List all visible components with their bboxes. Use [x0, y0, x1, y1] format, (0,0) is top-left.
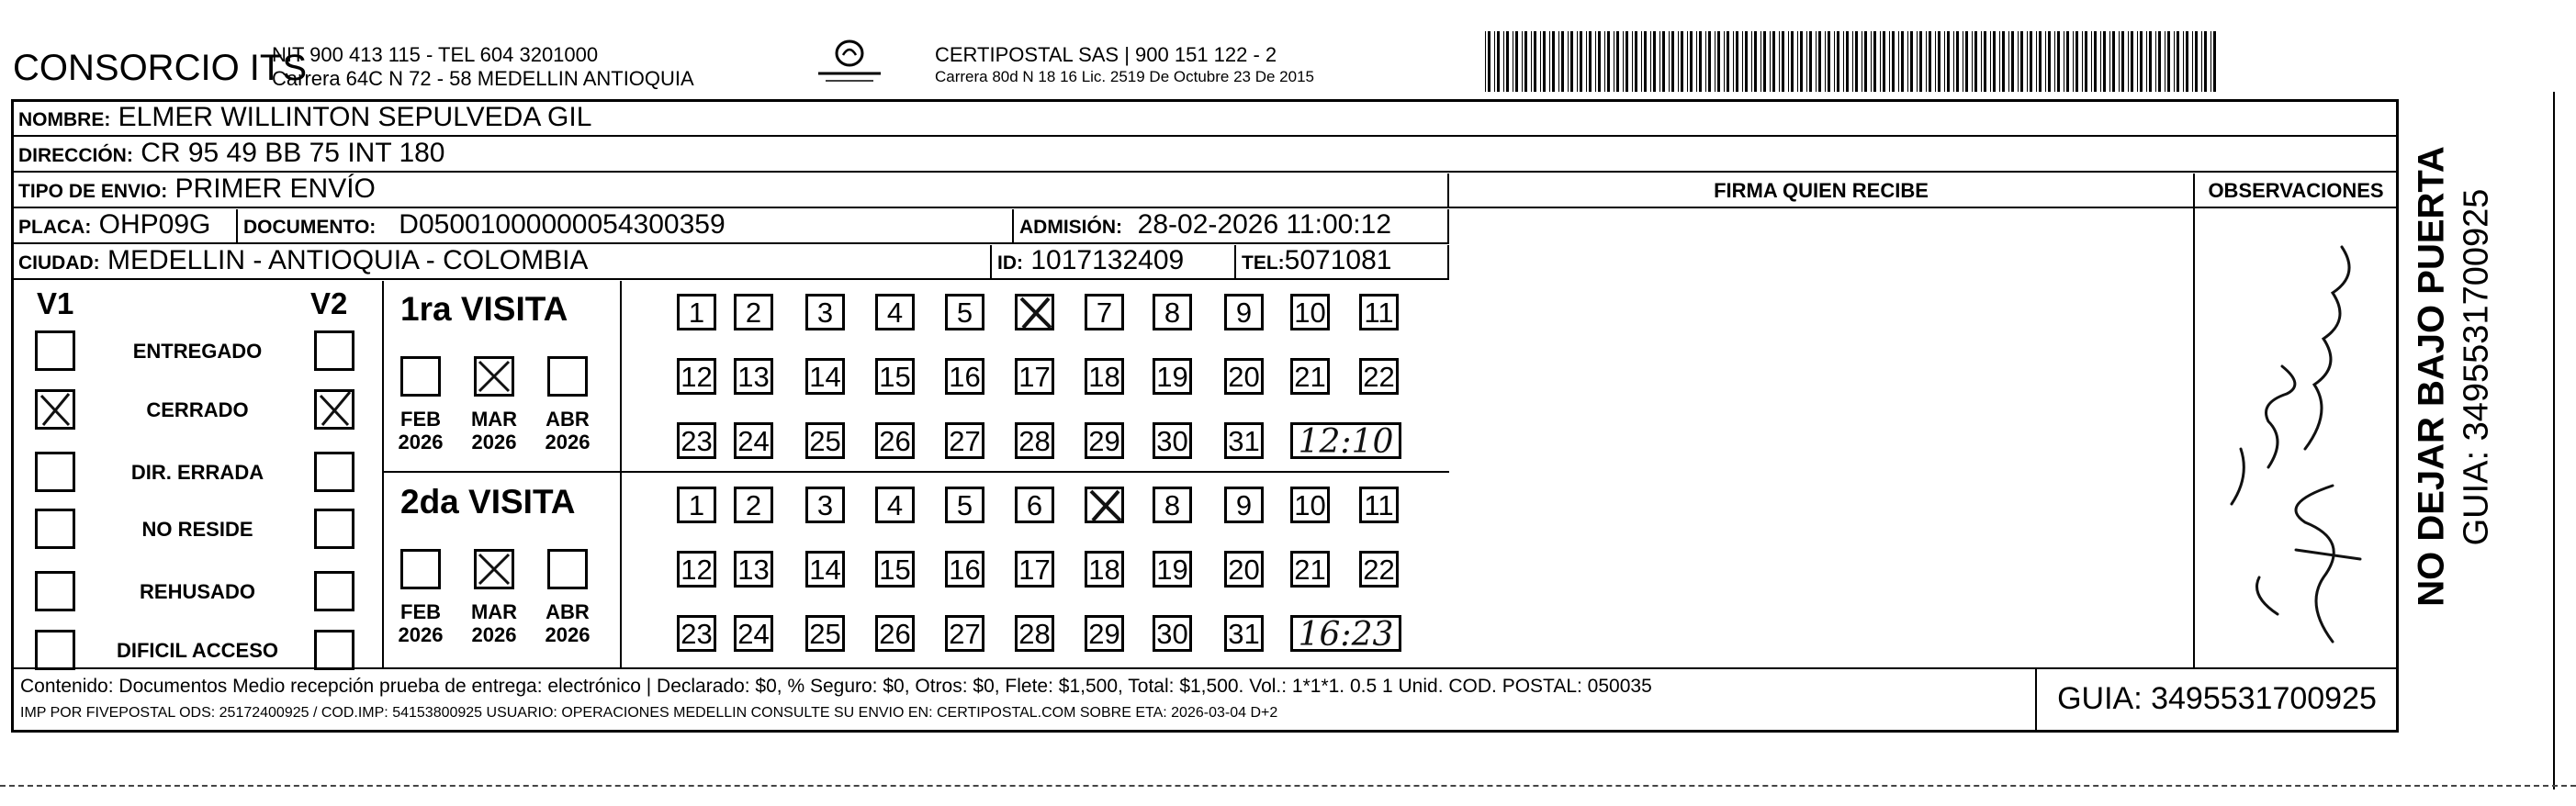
name-label: NOMBRE:	[18, 109, 111, 130]
address-label: DIRECCIÓN:	[18, 145, 133, 166]
day-mark-icon	[1018, 297, 1054, 330]
month-label	[463, 600, 525, 646]
day-cell[interactable]: 27	[945, 615, 984, 652]
v2-checkbox[interactable]	[314, 509, 354, 549]
month-year: 2026	[398, 623, 444, 646]
day-cell[interactable]: 15	[875, 358, 915, 395]
v2-checkbox[interactable]	[314, 389, 354, 430]
day-cell[interactable]: 17	[1015, 551, 1054, 588]
day-cell[interactable]: 30	[1153, 615, 1192, 652]
row-name	[13, 102, 2397, 137]
side-guia-area	[2454, 101, 2500, 652]
day-cell[interactable]: 25	[805, 422, 845, 459]
day-cell[interactable]: 20	[1224, 551, 1264, 588]
day-cell[interactable]: 29	[1085, 615, 1124, 652]
recipient-address: CR 95 49 BB 75 INT 180	[141, 138, 445, 168]
day-cell[interactable]: 22	[1359, 358, 1399, 395]
v1-checkbox[interactable]	[35, 389, 75, 430]
carrier-name: CERTIPOSTAL SAS | 900 151 122 - 2	[935, 43, 1277, 66]
row-plate	[13, 209, 238, 244]
month-year: 2026	[471, 623, 517, 646]
footer-content: Contenido: Documentos Medio recepción prueba de entrega: electrónico | Declarado: $0, % Seguro: $0, Otros: $0, Flete: $1,500, Total: $1,500. Vol.: 1*1*1. 0.5 1 Unid. COD. POSTAL: 050035	[20, 676, 1652, 697]
day-cell[interactable]: 7	[1085, 294, 1124, 330]
admission: 28-02-2026 11:00:12	[1137, 209, 1392, 240]
day-cell[interactable]: 4	[875, 294, 915, 330]
day-cell[interactable]: 25	[805, 615, 845, 652]
day-cell[interactable]	[1015, 294, 1054, 330]
tel-label: TEL:	[1242, 252, 1285, 274]
day-cell[interactable]: 5	[945, 294, 984, 330]
month-checkbox[interactable]	[547, 356, 588, 397]
signature-header: FIRMA QUIEN RECIBE	[1449, 174, 2193, 208]
company-nit: NIT 900 413 115 - TEL 604 3201000	[272, 43, 599, 66]
status-option-label: DIFICIL ACCESO	[116, 639, 278, 662]
month-label	[389, 600, 452, 646]
status-divider	[382, 281, 384, 667]
document-label: DOCUMENTO:	[243, 217, 377, 238]
company-name: CONSORCIO ITS	[13, 48, 308, 88]
day-cell[interactable]	[1085, 487, 1124, 523]
signature-area	[1449, 174, 2195, 667]
observations-area	[2195, 174, 2397, 667]
day-cell[interactable]: 14	[805, 358, 845, 395]
carrier-address: Carrera 80d N 18 16 Lic. 2519 De Octubre 23 De 2015	[935, 68, 1314, 85]
day-cell[interactable]: 19	[1153, 358, 1192, 395]
day-cell[interactable]: 3	[805, 294, 845, 330]
v2-checkbox[interactable]	[314, 330, 354, 371]
row-document	[238, 209, 1014, 244]
day-cell[interactable]: 13	[734, 358, 773, 395]
status-option-label: DIR. ERRADA	[130, 461, 264, 484]
v1-checkbox[interactable]	[35, 330, 75, 371]
day-cell[interactable]: 8	[1153, 487, 1192, 523]
v1-checkbox[interactable]	[35, 509, 75, 549]
month-year: 2026	[545, 431, 591, 453]
side-warning: NO DEJAR BAJO PUERTA	[2411, 146, 2452, 607]
visit-divider	[382, 471, 1449, 473]
side-warning-area	[2404, 101, 2459, 652]
day-cell[interactable]: 10	[1290, 294, 1330, 330]
month-name: FEB	[400, 600, 441, 623]
visit-time[interactable]: 16:23	[1290, 615, 1401, 652]
day-cell[interactable]: 31	[1224, 422, 1264, 459]
month-checkbox[interactable]	[547, 549, 588, 589]
day-cell[interactable]: 3	[805, 487, 845, 523]
check-x-icon	[477, 359, 512, 394]
day-cell[interactable]: 11	[1359, 487, 1399, 523]
status-option-label: ENTREGADO	[132, 340, 263, 363]
month-name: FEB	[400, 408, 441, 431]
month-checkbox[interactable]	[400, 549, 441, 589]
page-edge-right	[2553, 92, 2555, 789]
day-cell[interactable]: 9	[1224, 487, 1264, 523]
recipient-name: ELMER WILLINTON SEPULVEDA GIL	[118, 102, 592, 132]
day-cell[interactable]: 2	[734, 294, 773, 330]
city: MEDELLIN - ANTIOQUIA - COLOMBIA	[107, 245, 589, 275]
visit-title: 2da VISITA	[400, 483, 576, 521]
ship-type: PRIMER ENVÍO	[174, 174, 376, 204]
ship-type-label: TIPO DE ENVIO:	[18, 181, 168, 202]
day-cell[interactable]: 15	[875, 551, 915, 588]
v2-checkbox[interactable]	[314, 571, 354, 611]
footer-guia: GUIA: 3495531700925	[2035, 667, 2397, 731]
barcode	[1485, 31, 2220, 92]
month-year: 2026	[471, 431, 517, 453]
certipostal-logo	[813, 35, 886, 90]
months-divider	[620, 281, 622, 667]
row-ship-type	[13, 174, 1449, 208]
day-cell[interactable]: 21	[1290, 358, 1330, 395]
day-cell[interactable]: 22	[1359, 551, 1399, 588]
day-cell[interactable]: 28	[1015, 615, 1054, 652]
day-cell[interactable]: 30	[1153, 422, 1192, 459]
day-cell[interactable]: 24	[734, 615, 773, 652]
v2-label: V2	[310, 286, 348, 320]
month-checkbox[interactable]	[474, 549, 514, 589]
v2-checkbox[interactable]	[314, 630, 354, 670]
plate: OHP09G	[98, 209, 211, 240]
row-city	[13, 245, 992, 280]
v1-label: V1	[37, 286, 74, 320]
month-name: MAR	[470, 600, 518, 623]
month-year: 2026	[545, 623, 591, 646]
day-cell[interactable]: 13	[734, 551, 773, 588]
visit-time[interactable]: 12:10	[1290, 422, 1401, 459]
check-x-icon	[38, 392, 73, 427]
day-cell[interactable]: 2	[734, 487, 773, 523]
footer-print-info: IMP POR FIVEPOSTAL ODS: 25172400925 / COD.IMP: 54153800925 USUARIO: OPERACIONES MEDELLIN CONSULTE SU ENVIO EN: CERTIPOSTAL.COM SOBRE ETA: 2026-03-04 D+2	[20, 705, 1278, 721]
admission-label: ADMISIÓN:	[1019, 217, 1122, 238]
status-option-label: CERRADO	[146, 398, 249, 421]
day-cell[interactable]: 6	[1015, 487, 1054, 523]
day-mark-icon	[1087, 489, 1124, 522]
day-cell[interactable]: 16	[945, 551, 984, 588]
document: D05001000000054300359	[399, 209, 726, 240]
day-cell[interactable]: 31	[1224, 615, 1264, 652]
day-cell[interactable]: 21	[1290, 551, 1330, 588]
day-cell[interactable]: 18	[1085, 358, 1124, 395]
day-cell[interactable]: 1	[677, 487, 716, 523]
barcode-icon	[1485, 31, 2220, 92]
row-id	[992, 245, 1236, 280]
day-cell[interactable]: 23	[677, 422, 716, 459]
day-cell[interactable]: 28	[1015, 422, 1054, 459]
month-checkbox[interactable]	[400, 356, 441, 397]
day-cell[interactable]: 19	[1153, 551, 1192, 588]
v1-checkbox[interactable]	[35, 630, 75, 670]
day-cell[interactable]: 23	[677, 615, 716, 652]
id-value: 1017132409	[1030, 245, 1185, 275]
month-name: ABR	[546, 408, 590, 431]
logo-icon	[813, 35, 886, 90]
v2-checkbox[interactable]	[314, 452, 354, 492]
day-cell[interactable]: 10	[1290, 487, 1330, 523]
v1-checkbox[interactable]	[35, 452, 75, 492]
v1-checkbox[interactable]	[35, 571, 75, 611]
cut-line	[0, 785, 2576, 787]
day-cell[interactable]: 29	[1085, 422, 1124, 459]
day-cell[interactable]: 12	[677, 358, 716, 395]
check-x-icon	[317, 392, 352, 427]
day-cell[interactable]: 12	[677, 551, 716, 588]
day-cell[interactable]: 18	[1085, 551, 1124, 588]
day-cell[interactable]: 26	[875, 615, 915, 652]
day-cell[interactable]: 20	[1224, 358, 1264, 395]
day-cell[interactable]: 5	[945, 487, 984, 523]
row-tel	[1236, 245, 1449, 280]
day-cell[interactable]: 4	[875, 487, 915, 523]
row-admission	[1014, 209, 1449, 244]
row-address	[13, 138, 2397, 173]
day-cell[interactable]: 27	[945, 422, 984, 459]
day-cell[interactable]: 1	[677, 294, 716, 330]
side-guia: GUIA: 3495531700925	[2457, 188, 2496, 546]
day-cell[interactable]: 9	[1224, 294, 1264, 330]
day-cell[interactable]: 11	[1359, 294, 1399, 330]
status-option-label: REHUSADO	[140, 580, 255, 603]
month-label	[463, 408, 525, 453]
month-checkbox[interactable]	[474, 356, 514, 397]
day-cell[interactable]: 16	[945, 358, 984, 395]
day-cell[interactable]: 17	[1015, 358, 1054, 395]
observation-handwriting	[2195, 229, 2397, 660]
id-label: ID:	[997, 252, 1023, 274]
month-label	[536, 600, 599, 646]
day-cell[interactable]: 26	[875, 422, 915, 459]
month-label	[536, 408, 599, 453]
company-address: Carrera 64C N 72 - 58 MEDELLIN ANTIOQUIA	[272, 67, 694, 90]
day-cell[interactable]: 14	[805, 551, 845, 588]
month-name: MAR	[470, 408, 518, 431]
check-x-icon	[477, 552, 512, 587]
month-name: ABR	[546, 600, 590, 623]
visit-title: 1ra VISITA	[400, 290, 568, 328]
month-year: 2026	[398, 431, 444, 453]
plate-label: PLACA:	[18, 217, 92, 238]
observations-header: OBSERVACIONES	[2195, 174, 2397, 208]
month-label	[389, 408, 452, 453]
day-cell[interactable]: 24	[734, 422, 773, 459]
city-label: CIUDAD:	[18, 252, 100, 274]
day-cell[interactable]: 8	[1153, 294, 1192, 330]
status-option-label: NO RESIDE	[141, 518, 253, 541]
tel-value: 5071081	[1284, 245, 1392, 275]
